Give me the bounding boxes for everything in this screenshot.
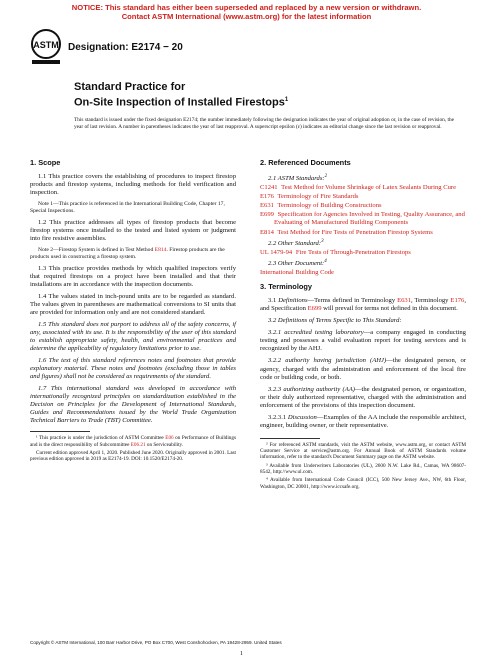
para-3-2-2 — [260, 357, 466, 381]
footnote-3: ³ Available from Underwriters Laboratories (UL), 2600 N.W. Lake Rd., Camas, WA 98607-8542, http://www.ul.com. — [260, 462, 466, 476]
issuance-statement: This standard is issued under the fixed designation E2174; the number immediately following the designation indicates the year of original adoption or, in the case of revision, the year of last revision. A number in parentheses indicates the year of last reapproval. A superscript epsilon (ε) indicates an editorial change since the last revision or reapproval. — [74, 117, 454, 130]
para-1-3: 1.3 This practice provides methods by which qualified inspectors verify that required firestops on a project have been installed and that their installations are in accordance with the inspection documents. — [30, 264, 236, 288]
reference-list — [260, 184, 466, 236]
footnote-1-text: ¹ This practice is under the jurisdiction of ASTM Committee — [36, 435, 166, 442]
para-3-1-text-2: , Terminology — [411, 297, 451, 305]
ref-code-link[interactable]: E814 — [260, 228, 274, 236]
astm-logo-icon — [30, 28, 62, 66]
para-3-1-text-4: will prevail for terms not defined in this document. — [321, 305, 458, 313]
term-accredited-testing-laboratory: 3.2.1 accredited testing laboratory — [268, 329, 364, 337]
reference-item — [260, 193, 466, 201]
para-3-2-3-1-italic: Discussion — [287, 413, 317, 421]
section-terminology-heading: 3. Terminology — [260, 282, 313, 292]
para-3-2-3-1 — [260, 414, 466, 430]
term-aa: 3.2.3 authorizing authority (AA) — [268, 385, 355, 393]
footnote-divider-right — [260, 438, 320, 439]
ref-code-link[interactable]: E699 — [260, 211, 274, 219]
para-3-1 — [260, 297, 466, 313]
section-scope-heading: 1. Scope — [30, 158, 61, 167]
footnote-1 — [30, 435, 236, 448]
footnote-1-edition: Current edition approved April 1, 2020. Published June 2020. Originally approved in 2001. Last previous edition approved in 2019 as E2174-19. DOI: 10.1520/E2174-20. — [30, 449, 236, 463]
astm-standards-footnote-mark: 2 — [324, 174, 328, 180]
ref-title-link[interactable]: Test Method for Fire Tests of Penetration Firestop Systems — [277, 228, 433, 236]
def-aa: —the designated person, or organization, or their duly authorized representative, charged with the administration and enforcement of the provisions of this inspection document. — [260, 385, 466, 409]
title-line-2 — [74, 94, 288, 110]
other-standard-text: 2.2 Other Standard: — [268, 239, 322, 247]
footnote-1-text-end: on Serviceability. — [145, 441, 184, 448]
note-2-text-end: . Firestop products are the products used in constructing a firestop system. — [30, 246, 225, 260]
title-text: On-Site Inspection of Installed Firestops — [74, 96, 285, 109]
notice-line-1: NOTICE: This standard has either been superseded and replaced by a new version or withdrawn. — [71, 3, 422, 12]
other-standard-footnote-mark: 3 — [321, 238, 324, 244]
page-title — [74, 81, 288, 110]
para-1-4: 1.4 The values stated in inch-pound units are to be regarded as standard. The values given in parentheses are mathematical conversions to SI units that are provided for information only and are not considered standard. — [30, 292, 236, 316]
other-document-footnote-mark: 4 — [324, 258, 327, 264]
reference-item-ul — [260, 249, 466, 257]
section-referenced-documents-heading: 2. Referenced Documents — [260, 158, 351, 167]
left-column — [30, 159, 236, 465]
reference-item — [260, 184, 466, 192]
astm-standards-label — [260, 173, 466, 183]
para-1-1: 1.1 This practice covers the establishing of procedures to inspect firestop products and firestop systems, including methods for field verification and inspection. — [30, 173, 236, 197]
ref-title-link[interactable]: Test Method for Volume Shrinkage of Latex Sealants During Cure — [281, 184, 457, 192]
ref-link-e06-21[interactable]: E06.21 — [130, 441, 146, 448]
note-2 — [30, 247, 236, 261]
title-footnote-mark: 1 — [284, 97, 289, 103]
footnote-divider — [30, 431, 90, 432]
ref-title-link[interactable]: Specification for Agencies Involved in Testing, Quality Assurance, and Evaluating of Manufactured Building Components — [274, 211, 465, 227]
ref-link-e06[interactable]: E06 — [165, 435, 174, 442]
ref-code-link[interactable]: C1241 — [260, 184, 278, 192]
other-document-label — [260, 258, 466, 268]
other-standard-label — [260, 238, 466, 248]
para-1-2: 1.2 This practice addresses all types of firestop products that become firestop systems once installed to the tested and listed system or judgment into fire resistive assemblies. — [30, 218, 236, 242]
para-3-2-3 — [260, 386, 466, 410]
para-1-6: 1.6 The text of this standard references notes and footnotes that provide explanatory material. These notes and footnotes (excluding those in tables and figures) shall not be considered as requirements of the standard. — [30, 356, 236, 381]
notice-line-2: Contact ASTM International (www.astm.org) for the latest information — [121, 12, 372, 21]
withdrawal-notice — [0, 3, 493, 21]
term-ahj: 3.2.2 authority having jurisdiction (AHJ) — [268, 357, 387, 365]
copyright-line: Copyright © ASTM International, 100 Barr Harbor Drive, PO Box C700, West Conshohocken, PA 19428-2959. United States — [30, 640, 282, 645]
ref-link-e699[interactable]: E699 — [307, 305, 322, 313]
ref-code-link[interactable]: E176 — [260, 193, 274, 201]
astm-standards-text: 2.1 ASTM Standards: — [268, 175, 325, 183]
ref-link-ibc[interactable]: International Building Code — [260, 269, 334, 277]
svg-text:ASTM: ASTM — [33, 40, 59, 50]
ref-title-link[interactable]: Terminology of Building Constructions — [277, 202, 382, 210]
def-accredited-testing-laboratory: —a company engaged in conducting testing and possesses a valid evaluation report for testing services and is recognized by the AHJ. — [260, 329, 466, 353]
ref-title-link-ul[interactable]: Fire Tests of Through-Penetration Firestops — [295, 248, 411, 256]
ref-title-link[interactable]: Terminology of Fire Standards — [277, 193, 359, 201]
reference-item-ibc — [260, 269, 466, 277]
ref-code-link-ul[interactable]: UL 1479-94 — [260, 248, 293, 256]
para-3-2-3-1-num: 3.2.3.1 — [268, 413, 288, 421]
note-2-text: Note 2—Firestop System is defined in Test Method — [38, 246, 155, 253]
para-1-5: 1.5 This standard does not purport to address all of the safety concerns, if any, associated with its use. It is the responsibility of the user of this standard to establish appropriate safety, health, and environmental practices and determine the applicability of regulatory limitations prior to use. — [30, 320, 236, 352]
def-ahj: —the designated person, or agency, charged with the administration and enforcement of the local fire code or building code, or both. — [260, 357, 466, 381]
ref-link-e631[interactable]: E631 — [397, 297, 411, 305]
ref-link-e176[interactable]: E176 — [450, 297, 465, 305]
para-3-1-num: 3.1 — [268, 297, 279, 305]
title-line-1: Standard Practice for — [74, 81, 186, 93]
para-3-1-text: —Terms defined in Terminology — [307, 297, 398, 305]
para-3-2-1 — [260, 329, 466, 353]
para-3-1-text-3: , and Specification — [260, 297, 466, 313]
footnote-4: ⁴ Available from International Code Council (ICC), 500 New Jersey Ave., NW, 6th Floor, Washington, DC 20001, http://www.iccsafe.org. — [260, 477, 466, 490]
ref-link-e814[interactable]: E814 — [154, 246, 167, 253]
para-3-1-italic: Definitions — [278, 297, 308, 305]
other-document-text: 2.3 Other Document: — [268, 260, 325, 268]
right-column — [260, 159, 466, 492]
para-3-2-3-1-text: —Examples of the AA include the responsible architect, engineer, building owner, or their representative. — [260, 413, 466, 429]
para-1-7: 1.7 This international standard was developed in accordance with internationally recognized principles on standardization established in the Decision on Principles for the Development of International Standards, Guides and Recommendations issued by the World Trade Organization Technical Barriers to Trade (TBT) Committee. — [30, 385, 236, 425]
note-1: Note 1—This practice is referenced in the International Building Code, Chapter 17, Special Inspections. — [30, 201, 225, 214]
designation: Designation: E2174 − 20 — [68, 42, 183, 53]
reference-item — [260, 229, 466, 237]
reference-item — [260, 202, 466, 210]
ref-code-link[interactable]: E631 — [260, 202, 274, 210]
page-number: 1 — [240, 650, 244, 657]
footnote-2: ² For referenced ASTM standards, visit the ASTM website, www.astm.org, or contact ASTM Customer Service at service@astm.org. For Annual Book of ASTM Standards volume information, refer to the standard's Document Summary page on the ASTM website. — [260, 441, 466, 461]
reference-item — [260, 211, 466, 227]
para-3-2: 3.2 Definitions of Terms Specific to This Standard: — [268, 317, 402, 325]
footnote-1-text-mid: on Performance of Buildings and is the direct responsibility of Subcommittee — [30, 435, 237, 448]
